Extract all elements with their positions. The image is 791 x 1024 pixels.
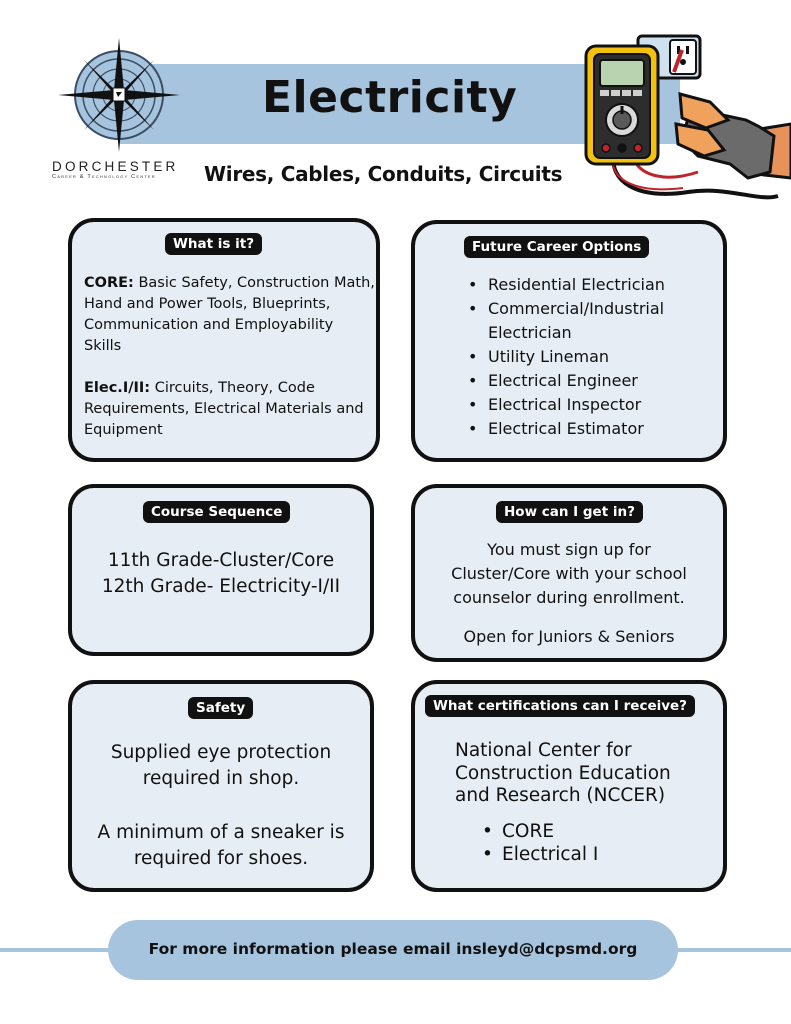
certification-list [482, 820, 712, 866]
list-item: • Electrical Inspector [468, 393, 720, 417]
page-subtitle: Wires, Cables, Conduits, Circuits [204, 162, 563, 186]
list-item [468, 297, 720, 345]
safety-line: A minimum of a sneaker is [97, 822, 345, 843]
list-item-text: Electrician [488, 323, 572, 342]
elec-line: Requirements, Electrical Materials and [84, 401, 364, 417]
career-options-heading: Future Career Options [464, 236, 649, 258]
multimeter-icon [578, 32, 791, 204]
list-item: • Electrical Engineer [468, 369, 720, 393]
enrollment-line: Cluster/Core with your school [451, 564, 687, 583]
list-item: • Utility Lineman [468, 345, 720, 369]
sequence-line: 11th Grade-Cluster/Core [107, 550, 335, 571]
cert-line: and Research (NCCER) [455, 785, 666, 806]
certifications-heading: What certifications can I receive? [425, 695, 695, 717]
enrollment-text [415, 538, 723, 610]
elec-label: Elec.I/II: [84, 380, 151, 396]
enrollment-heading: How can I get in? [496, 501, 643, 523]
course-sequence-heading: Course Sequence [143, 501, 290, 523]
contact-email[interactable]: For more information please email insleyd@dcpsmd.org [148, 940, 638, 958]
safety-heading: Safety [188, 697, 253, 719]
safety-text-2 [72, 820, 370, 872]
core-label: CORE: [84, 275, 134, 291]
page-title: Electricity [262, 72, 518, 123]
cert-line: Construction Education [455, 762, 671, 784]
sequence-line: 12th Grade- Electricity-I/II [101, 576, 341, 597]
list-item: • Electrical I [482, 843, 712, 866]
elec-line: Equipment [84, 422, 163, 438]
core-line: Communication and Employability [84, 317, 334, 333]
enrollment-line: You must sign up for [487, 540, 651, 559]
cert-line: National Center for [455, 740, 632, 761]
compass-rose-icon [54, 36, 184, 154]
list-item: • Residential Electrician [468, 273, 720, 297]
safety-line: required for shoes. [133, 848, 309, 869]
safety-text-1 [72, 740, 370, 792]
safety-line: required in shop. [142, 768, 300, 789]
core-description [84, 273, 378, 357]
course-sequence-text [72, 548, 370, 600]
core-line: Skills [84, 338, 122, 354]
career-list [468, 273, 720, 441]
elec-line: Circuits, Theory, Code [154, 380, 315, 396]
core-line: Hand and Power Tools, Blueprints, [84, 296, 331, 312]
list-item-text: Commercial/Industrial [488, 299, 665, 318]
core-line: Basic Safety, Construction Math, [138, 275, 375, 291]
enrollment-line: counselor during enrollment. [453, 588, 685, 607]
list-item: • CORE [482, 820, 712, 843]
logo-name: DORCHESTER [52, 159, 179, 174]
logo-tagline: Career & Technology Center [52, 174, 156, 180]
enrollment-note: Open for Juniors & Seniors [463, 627, 675, 646]
list-item: • Electrical Estimator [468, 417, 720, 441]
elec-description [84, 378, 378, 441]
what-is-it-heading: What is it? [165, 233, 262, 255]
certifications-text [455, 740, 723, 808]
safety-line: Supplied eye protection [110, 742, 332, 763]
